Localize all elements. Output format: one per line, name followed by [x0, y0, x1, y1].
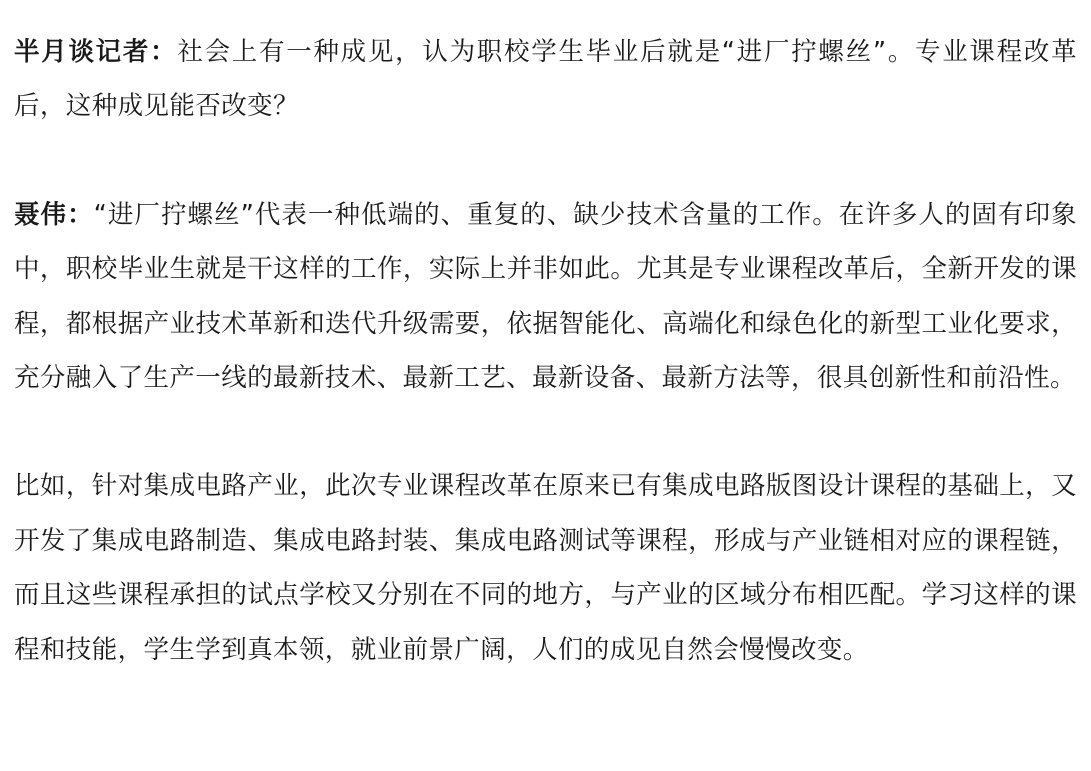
question-paragraph: [14, 25, 1077, 134]
answer-text: “进厂拧螺丝”代表一种低端的、重复的、缺少技术含量的工作。在许多人的固有印象中，职校毕业生就是干这样的工作，实际上并非如此。尤其是专业课程改革后，全新开发的课程，都根据产业技术革新和迭代升级需要，依据智能化、高端化和绿色化的新型工业化要求，充分融入了生产一线的最新技术、最新工艺、最新设备、最新方法等，很具创新性和前沿性。: [14, 199, 1078, 394]
speaker-nie-wei: 聂伟：: [14, 199, 94, 230]
answer-paragraph: [14, 188, 1077, 406]
example-paragraph: 比如，针对集成电路产业，此次专业课程改革在原来已有集成电路版图设计课程的基础上，又开发了集成电路制造、集成电路封装、集成电路测试等课程，形成与产业链相对应的课程链，而且这些课程承担的试点学校又分别在不同的地方，与产业的区域分布相匹配。学习这样的课程和技能，学生学到真本领，就业前景广阔，人们的成见自然会慢慢改变。: [14, 471, 1077, 665]
question-text: 社会上有一种成见，认为职校学生毕业后就是“进厂拧螺丝”。专业课程改革后，这种成见能否改变？: [14, 37, 1077, 122]
speaker-reporter: 半月谈记者：: [14, 37, 178, 67]
